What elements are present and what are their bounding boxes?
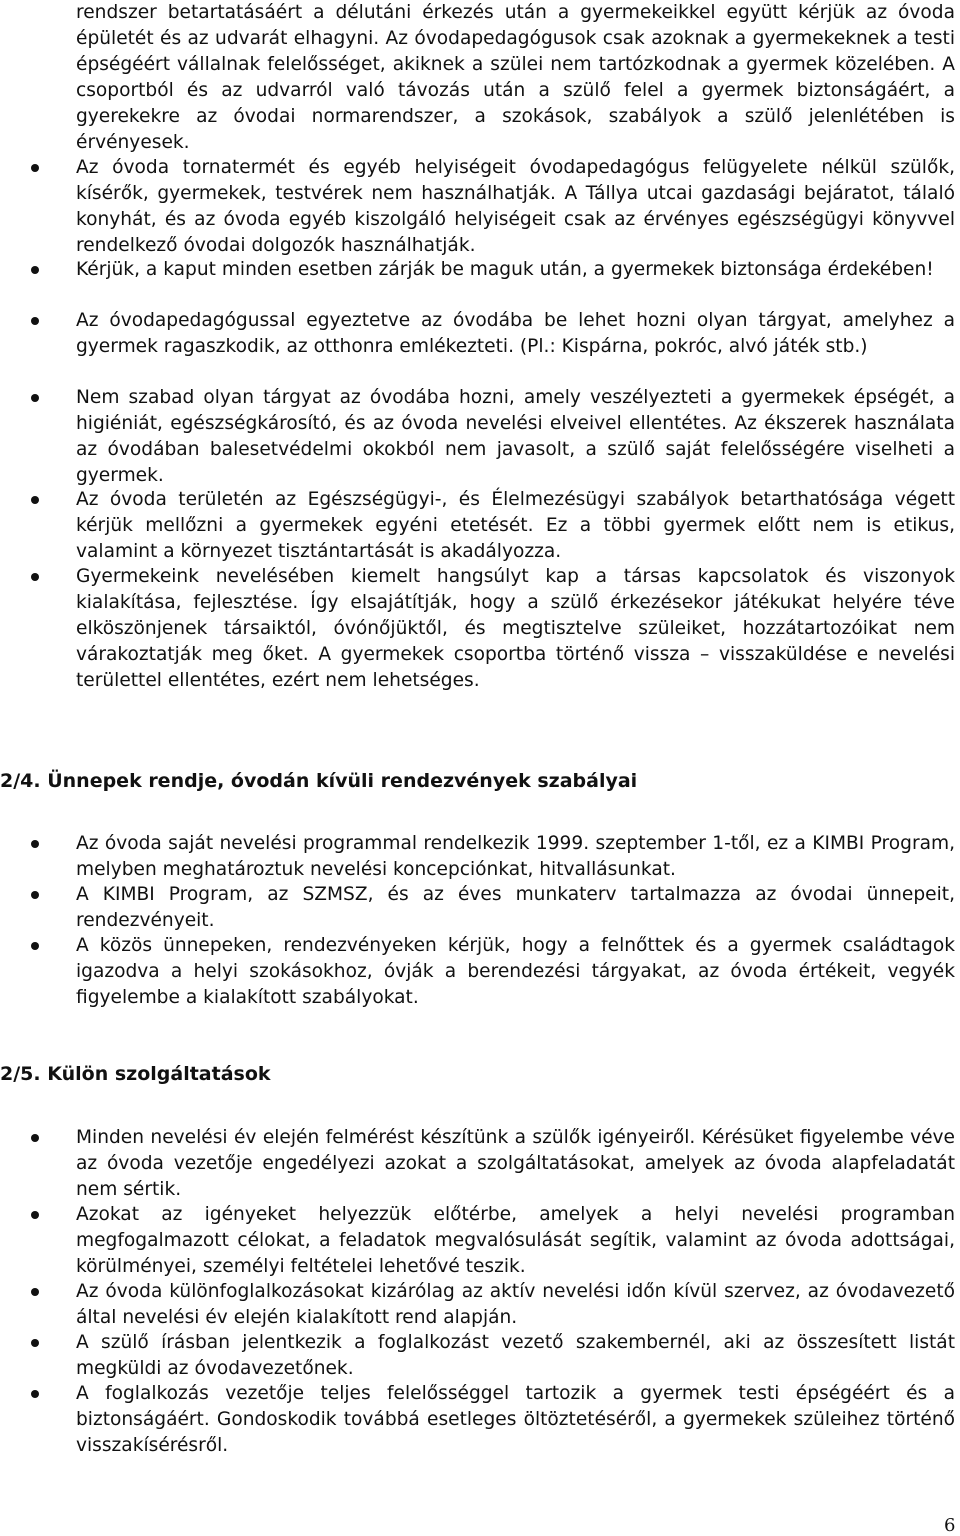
- bullet-icon: [31, 266, 39, 274]
- bullet-icon: [31, 1211, 39, 1219]
- bullet-icon: [31, 1390, 39, 1398]
- bullet-icon: [31, 1134, 39, 1142]
- bullet-icon: [31, 942, 39, 950]
- bullet-icon: [31, 496, 39, 504]
- list-item: Minden nevelési év elején felmérést készítünk a szülők igényeiről. Kérésüket figyelembe véve az óvoda vezetője engedélyezi azokat a szolgáltatásokat, amelyek az óvoda alapfeladatát nem sértik.: [76, 1127, 955, 1200]
- bullet-icon: [31, 164, 39, 172]
- section-heading-2-5: 2/5. Külön szolgáltatások: [0, 1063, 271, 1085]
- list-item: Gyermekeink nevelésében kiemelt hangsúlyt kap a társas kapcsolatok és viszonyok kialakítása, fejlesztése. Így elsajátítják, hogy a szülő érkezésekor játékukat helyére téve elköszönjenek társaiktól, óvónőjüktől, és megtisztelve szüleiket, hozzátartozóikat nem várakoztatják meg őket. A gyermekek csoportba történő vissza – visszaküldése e nevelési területtel ellentétes, ezért nem lehetséges.: [76, 566, 955, 691]
- list-item: Az óvoda tornatermét és egyéb helyiségeit óvodapedagógus felügyelete nélkül szülők, kísérők, gyermekek, testvérek nem használhatják. A Tállya utcai gazdasági bejáratot, tálaló konyhát, és az óvoda egyéb kiszolgáló helyiségeit csak az érvényes egészségügyi könyvvel rendelkező óvodai dolgozók használhatják.: [76, 157, 955, 256]
- list-item: A KIMBI Program, az SZMSZ, és az éves munkaterv tartalmazza az óvodai ünnepeit, rendezvényeit.: [76, 884, 955, 931]
- bullet-icon: [31, 394, 39, 402]
- bullet-icon: [31, 840, 39, 848]
- list-item: Az óvoda területén az Egészségügyi-, és Élelmezésügyi szabályok betarthatósága végett kérjük mellőzni a gyermekek egyéni etetését. Ez a többi gyermek előtt nem is etikus, valamint a környezet tisztántartását is akadályozza.: [76, 489, 955, 562]
- continuation-paragraph: rendszer betartatásáért a délutáni érkezés után a gyermekeikkel együtt kérjük az óvoda épületét és az udvarát elhagyni. Az óvodapedagógusok csak azoknak a gyermekeknek a testi épségéért vállalnak felelősséget, akiknek a szülei nem tartózkodnak a gyermek közelében. A csoportból és az udvarról való távozás után a szülő felel a gyermek biztonságáért, a gyerekekre az óvodai normarendszer, a szokások, szabályok a szülő jelenlétében is érvényesek.: [76, 2, 955, 153]
- bullet-icon: [31, 317, 39, 325]
- list-item: A szülő írásban jelentkezik a foglalkozást vezető szakembernél, aki az összesített listát megküldi az óvodavezetőnek.: [76, 1332, 955, 1379]
- list-item: Kérjük, a kaput minden esetben zárják be maguk után, a gyermekek biztonsága érdekében!: [76, 259, 934, 280]
- bullet-icon: [31, 891, 39, 899]
- list-item: Az óvodapedagógussal egyeztetve az óvodába be lehet hozni olyan tárgyat, amelyhez a gyermek ragaszkodik, az otthonra emlékezteti. (Pl.: Kispárna, pokróc, alvó játék stb.): [76, 310, 955, 357]
- list-item: Az óvoda saját nevelési programmal rendelkezik 1999. szeptember 1-től, ez a KIMBI Program, melyben meghatároztuk nevelési koncepciónkat, hitvallásunkat.: [76, 833, 955, 880]
- section-heading-2-4: 2/4. Ünnepek rendje, óvodán kívüli rendezvények szabályai: [0, 770, 638, 792]
- list-item: A közös ünnepeken, rendezvényeken kérjük, hogy a felnőttek és a gyermek családtagok igazodva a helyi szokásokhoz, óvják a berendezési tárgyakat, az óvoda értékeit, vegyék figyelembe a kialakított szabályokat.: [76, 935, 955, 1008]
- page-number: 6: [944, 1515, 956, 1536]
- bullet-icon: [31, 573, 39, 581]
- bullet-icon: [31, 1288, 39, 1296]
- list-item: Az óvoda különfoglalkozásokat kizárólag az aktív nevelési időn kívül szervez, az óvodavezető által nevelési év elején kialakított rend alapján.: [76, 1281, 955, 1328]
- list-item: A foglalkozás vezetője teljes felelősséggel tartozik a gyermek testi épségéért és a biztonságáért. Gondoskodik továbbá esetleges öltöztetéséről, a gyermekek szüleihez történő visszakísérésről.: [76, 1383, 955, 1456]
- list-item: Azokat az igényeket helyezzük előtérbe, amelyek a helyi nevelési programban megfogalmazott célokat, a feladatok megvalósulását segítik, valamint az óvoda adottságai, körülményei, személyi feltételei lehetővé teszik.: [76, 1204, 955, 1277]
- list-item: Nem szabad olyan tárgyat az óvodába hozni, amely veszélyezteti a gyermekek épségét, a higiéniát, egészségkárosító, és az óvoda nevelési elveivel ellentétes. Az ékszerek használata az óvodában balesetvédelmi okokból nem javasolt, a szülő saját felelősségére viselheti a gyermek.: [76, 387, 955, 486]
- bullet-icon: [31, 1339, 39, 1347]
